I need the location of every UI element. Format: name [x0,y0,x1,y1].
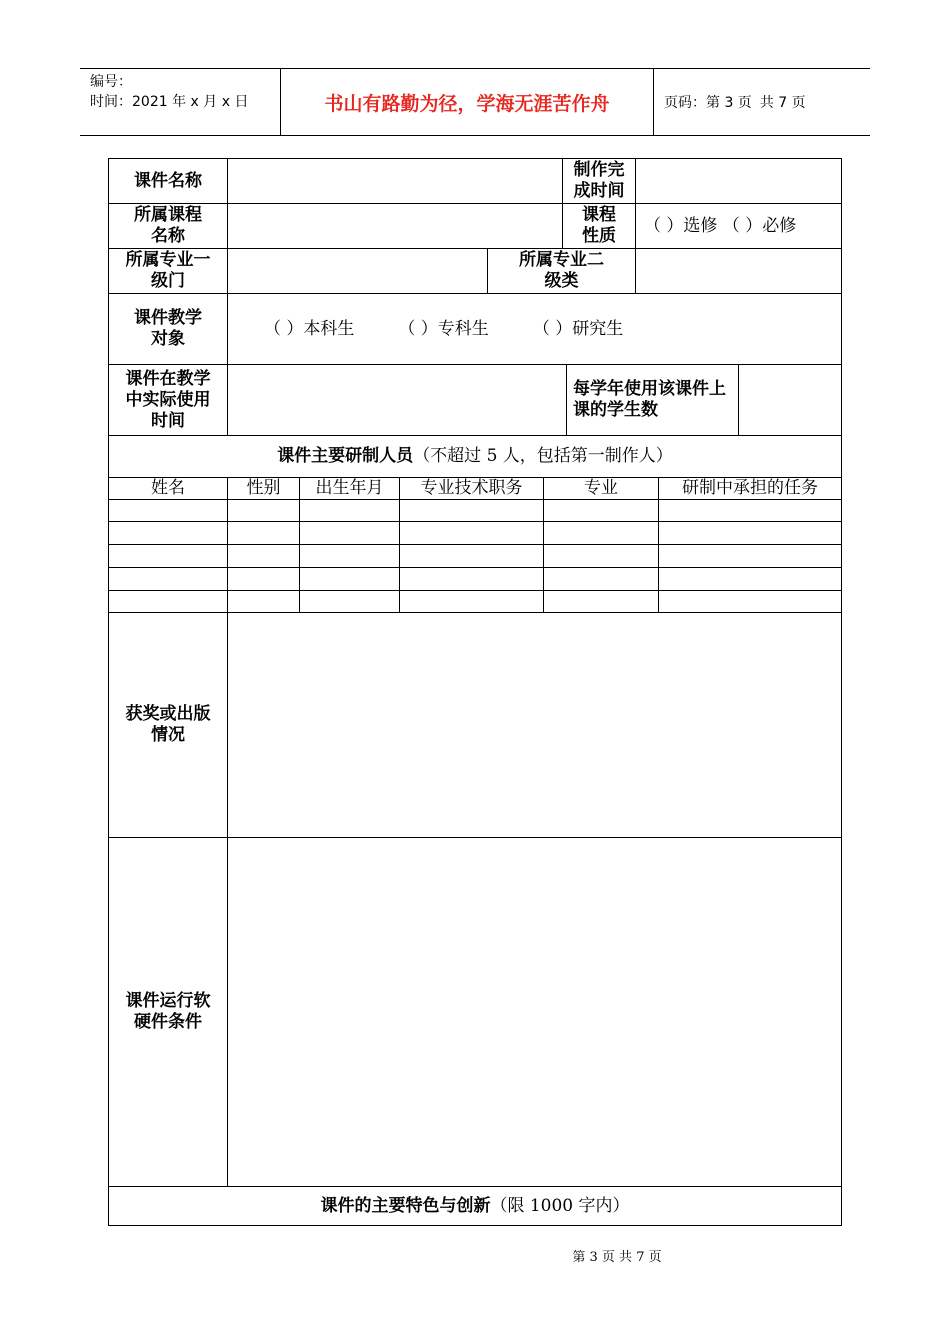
students-per-year-field[interactable] [738,364,842,436]
page-total: 共 7 页 [759,95,806,111]
teaching-target-label: 课件教学对象 [108,293,228,365]
staff-cell[interactable] [543,544,659,568]
staff-cell[interactable] [658,590,842,613]
staff-cell[interactable] [658,544,842,568]
staff-col-title: 专业技术职务 [399,477,544,500]
staff-cell[interactable] [299,567,400,591]
header-motto: 书山有路勤为径，学海无涯苦作舟 [281,69,654,135]
staff-cell[interactable] [399,567,544,591]
staff-col-name: 姓名 [108,477,228,500]
staff-cell[interactable] [658,499,842,522]
staff-cell[interactable] [399,590,544,613]
features-section-title [108,1186,842,1226]
target-junior-college[interactable]: （ ）专科生 [398,318,489,339]
staff-title: 课件主要研制人员 [277,446,414,466]
staff-cell[interactable] [108,544,228,568]
teaching-target-options[interactable] [227,293,842,365]
staff-cell[interactable] [299,544,400,568]
staff-cell[interactable] [658,521,842,545]
staff-cell[interactable] [399,521,544,545]
staff-cell[interactable] [227,544,300,568]
conditions-field[interactable] [227,837,842,1187]
awards-field[interactable] [227,612,842,838]
usage-time-label: 课件在教学中实际使用时间 [108,364,228,436]
page-footer: 第 3 页 共 7 页 [572,1250,662,1265]
staff-cell[interactable] [543,590,659,613]
staff-cell[interactable] [108,590,228,613]
staff-col-major: 专业 [543,477,659,500]
time-label: 时间：2021 年 x 月 x 日 [90,94,249,110]
staff-cell[interactable] [399,499,544,522]
staff-cell[interactable] [658,567,842,591]
courseware-name-field[interactable] [227,158,563,204]
target-undergraduate[interactable]: （ ）本科生 [264,318,355,339]
staff-cell[interactable] [543,499,659,522]
page-label: 页码：第 3 页 [664,95,752,111]
staff-cell[interactable] [108,521,228,545]
staff-note: （不超过 5 人，包括第一制作人） [413,446,673,466]
staff-cell[interactable] [108,567,228,591]
target-graduate[interactable]: （ ）研究生 [532,318,624,339]
number-label: 编号： [90,74,132,90]
staff-cell[interactable] [299,590,400,613]
staff-cell[interactable] [299,499,400,522]
usage-time-field[interactable] [227,364,567,436]
major-level2-label: 所属专业二级类 [487,248,636,294]
staff-cell[interactable] [108,499,228,522]
features-note: （限 1000 字内） [490,1195,630,1216]
staff-cell[interactable] [543,567,659,591]
major-level1-field[interactable] [227,248,488,294]
staff-cell[interactable] [227,499,300,522]
major-level1-label: 所属专业一级门 [108,248,228,294]
course-name-field[interactable] [227,203,563,249]
features-title: 课件的主要特色与创新 [320,1195,491,1216]
staff-cell[interactable] [227,590,300,613]
staff-cell[interactable] [399,544,544,568]
staff-cell[interactable] [543,521,659,545]
staff-section-title [108,435,842,478]
conditions-label: 课件运行软硬件条件 [108,837,228,1187]
staff-cell[interactable] [227,521,300,545]
course-nature-label: 课程性质 [562,203,636,249]
staff-cell[interactable] [299,521,400,545]
awards-label: 获奖或出版情况 [108,612,228,838]
completion-time-label: 制作完成时间 [562,158,636,204]
course-nature-options[interactable]: （ ）选修 （ ）必修 [635,203,842,249]
major-level2-field[interactable] [635,248,842,294]
staff-col-birth: 出生年月 [299,477,400,500]
staff-cell[interactable] [227,567,300,591]
staff-col-gender: 性别 [227,477,300,500]
courseware-name-label: 课件名称 [108,158,228,204]
staff-col-task: 研制中承担的任务 [658,477,842,500]
course-name-label: 所属课程名称 [108,203,228,249]
completion-time-field[interactable] [635,158,842,204]
students-per-year-label: 每学年使用该课件上课的学生数 [566,364,739,436]
